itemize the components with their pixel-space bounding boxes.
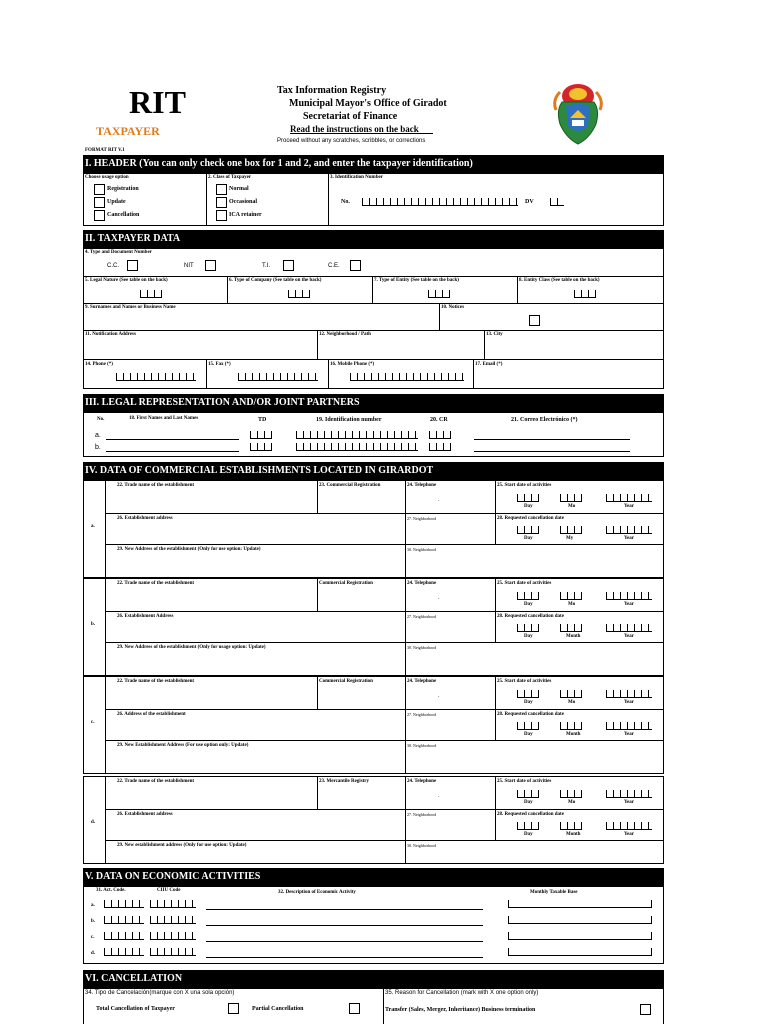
cancellation-date-label: 28. Requested cancellation date	[497, 614, 564, 619]
partner-b-td-input[interactable]	[250, 443, 272, 451]
day-label: Day	[524, 832, 533, 837]
telephone-label: 24. Telephone	[407, 483, 437, 488]
section-4-title: IV. DATA OF COMMERCIAL ESTABLISHMENTS LOCATED IN GIRARDOT	[83, 462, 664, 480]
partial-cancellation-label: Partial Cancellation	[252, 1006, 304, 1012]
day-label: Day	[524, 700, 533, 705]
ciiu-code-header: CIIU Code	[157, 888, 181, 893]
month-label: Mo	[568, 504, 576, 509]
ciiu-code-input[interactable]	[150, 916, 196, 924]
neighborhood-label: 27. Neighborhood	[407, 712, 437, 717]
telephone-label: 24. Telephone	[407, 679, 437, 684]
no-column-header: No.	[97, 417, 105, 422]
activity-description-input[interactable]	[206, 909, 483, 910]
cancel-month-input[interactable]	[560, 722, 582, 730]
no-scratches-note: Proceed without any scratches, scribbles, or corrections	[277, 138, 426, 144]
activity-row-label: c.	[91, 935, 95, 940]
cr-column-header: 20. CR	[430, 417, 448, 423]
month-label: Mo	[568, 602, 576, 607]
entity-class-input[interactable]	[574, 290, 596, 298]
partner-b-name-input[interactable]	[106, 451, 239, 452]
day-label: Day	[524, 634, 533, 639]
establishment-address-label: 26. Establishment Address	[117, 614, 174, 619]
fax-label: 15. Fax (*)	[208, 362, 231, 367]
occasional-label: Occasional	[229, 199, 257, 205]
td-column-header: TD	[258, 417, 267, 423]
day-label: Day	[524, 800, 533, 805]
cancel-month-input[interactable]	[560, 624, 582, 632]
start-year-input[interactable]	[606, 690, 652, 698]
section-1-title: I. HEADER (You can only check one box for 1 and 2, and enter the taxpayer identification)	[83, 155, 664, 173]
registration-label: 23. Commercial Registration	[319, 483, 381, 488]
class-taxpayer-label: 2. Class of Taxpayer	[208, 175, 252, 180]
trade-name-label: 22. Trade name of the establishment	[117, 779, 195, 784]
ciiu-code-input[interactable]	[150, 900, 196, 908]
new-address-label: 29. New Establishment Address (For use option only: Update)	[117, 743, 249, 748]
description-header: 32. Description of Economic Activity	[278, 890, 356, 895]
notices-checkbox[interactable]	[529, 315, 540, 326]
month-label: Mo	[568, 700, 576, 705]
cancel-day-input[interactable]	[517, 722, 539, 730]
cancel-day-input[interactable]	[517, 624, 539, 632]
names-column-header: 18. First Names and Last Names	[129, 416, 199, 421]
ica-retainer-checkbox[interactable]	[216, 210, 227, 221]
year-label: Year	[624, 800, 634, 805]
id-number-input[interactable]	[362, 198, 518, 206]
instructions-note: Read the instructions on the back	[290, 124, 419, 134]
new-address-label: 29. New establishment address (Only for use option: Update)	[117, 843, 247, 848]
start-day-input[interactable]	[517, 494, 539, 502]
city-label: 13. City	[486, 332, 503, 337]
day-label: Day	[524, 732, 533, 737]
cc-label: C.C.	[107, 263, 119, 269]
month-label: Month	[566, 732, 581, 737]
transfer-label: Transfer (Sales, Merger, Inheritance) Business termination	[385, 1007, 536, 1013]
entity-type-input[interactable]	[428, 290, 450, 298]
cancellation-type-label: 34. Tipo de Cancelación(marque con X una sola opción)	[85, 990, 235, 996]
occasional-checkbox[interactable]	[216, 197, 227, 208]
month-label: My	[566, 536, 574, 541]
cancel-day-input[interactable]	[517, 526, 539, 534]
trade-name-label: 22. Trade name of the establishment	[117, 483, 195, 488]
establishment-address-label: 26. Establishment address	[117, 812, 173, 817]
telephone-label: 24. Telephone	[407, 581, 437, 586]
start-month-input[interactable]	[560, 494, 582, 502]
legal-nature-label: 5. Legal Nature (See table on the back)	[85, 278, 168, 283]
year-label: Year	[624, 700, 634, 705]
start-date-label: 25. Start date of activities	[497, 483, 552, 488]
new-neighborhood-label: 30. Neighborhood	[407, 547, 437, 552]
taxable-base-input[interactable]	[508, 948, 652, 956]
ce-checkbox[interactable]	[350, 260, 361, 271]
registration-label: Commercial Registration	[319, 679, 373, 684]
start-date-label: 25. Start date of activities	[497, 779, 552, 784]
cancel-month-input[interactable]	[560, 526, 582, 534]
trade-name-label: 22. Trade name of the establishment	[117, 581, 195, 586]
partner-row-a-label: a.	[95, 432, 101, 439]
cancel-year-input[interactable]	[606, 722, 652, 730]
dv-label: DV	[525, 199, 534, 205]
establishment-letter: c.	[91, 720, 95, 725]
partner-a-id-input[interactable]	[296, 431, 418, 439]
mobile-label: 16. Mobile Phone (*)	[330, 362, 375, 367]
cancel-year-input[interactable]	[606, 526, 652, 534]
rit-title: RIT	[129, 84, 186, 120]
month-label: Month	[566, 634, 581, 639]
ti-checkbox[interactable]	[283, 260, 294, 271]
new-neighborhood-label: 30. Neighborhood	[407, 645, 437, 650]
address-label: 11. Notification Address	[85, 332, 136, 337]
idnum-column-header: 19. Identification number	[316, 417, 382, 423]
establishment-letter: b.	[91, 622, 96, 627]
email-label: 17. Email (*)	[475, 362, 503, 367]
normal-label: Normal	[229, 186, 249, 192]
establishment-address-label: 26. Establishment address	[117, 516, 173, 521]
activity-row-label: a.	[91, 903, 95, 908]
partner-a-cr-input[interactable]	[429, 431, 451, 439]
doc-type-label: 4. Type and Document Number	[85, 250, 152, 255]
start-day-input[interactable]	[517, 790, 539, 798]
activity-row-label: b.	[91, 919, 96, 924]
partner-a-email-input[interactable]	[474, 439, 630, 440]
neighborhood-label: 27. Neighborhood	[407, 614, 437, 619]
year-label: Year	[624, 602, 634, 607]
act-code-input[interactable]	[104, 948, 144, 956]
transfer-checkbox[interactable]	[640, 1004, 651, 1015]
registration-label: Registration	[107, 186, 139, 192]
cancel-year-input[interactable]	[606, 624, 652, 632]
cancellation-date-label: 28. Requested cancellation date	[497, 516, 564, 521]
partner-b-id-input[interactable]	[296, 443, 418, 451]
start-day-input[interactable]	[517, 592, 539, 600]
start-month-input[interactable]	[560, 790, 582, 798]
activity-row-label: d.	[91, 951, 96, 956]
day-label: Day	[524, 536, 533, 541]
new-neighborhood-label: 30. Neighborhood	[407, 843, 437, 848]
act-code-input[interactable]	[104, 900, 144, 908]
day-label: Day	[524, 602, 533, 607]
coat-of-arms-logo	[552, 80, 604, 148]
section-5-title: V. DATA ON ECONOMIC ACTIVITIES	[83, 868, 664, 886]
partner-a-td-input[interactable]	[250, 431, 272, 439]
mobile-input[interactable]	[350, 373, 464, 381]
usage-option-label: Choose usage option	[85, 175, 129, 180]
start-month-input[interactable]	[560, 690, 582, 698]
company-type-label: 6. Type of Company (See table on the back)	[229, 278, 322, 283]
section-3-title: III. LEGAL REPRESENTATION AND/OR JOINT PARTNERS	[83, 394, 664, 412]
company-type-input[interactable]	[288, 290, 310, 298]
year-label: Year	[624, 634, 634, 639]
taxpayer-label: TAXPAYER	[96, 124, 160, 138]
cancel-year-input[interactable]	[606, 822, 652, 830]
normal-checkbox[interactable]	[216, 184, 227, 195]
year-label: Year	[624, 732, 634, 737]
registration-label: Commercial Registration	[319, 581, 373, 586]
partial-cancellation-checkbox[interactable]	[349, 1003, 360, 1014]
partner-row-b-label: b.	[95, 444, 101, 451]
dv-input[interactable]	[550, 198, 564, 206]
registry-title: Tax Information Registry	[277, 85, 387, 96]
partner-a-name-input[interactable]	[106, 439, 239, 440]
cancellation-label: Cancellation	[107, 212, 140, 218]
entity-type-label: 7. Type of Entity (See table on the back)	[374, 278, 459, 283]
establishment-letter: d.	[91, 820, 96, 825]
total-cancellation-label: Total Cancellation of Taxpayer	[96, 1006, 175, 1012]
update-checkbox[interactable]	[94, 197, 105, 208]
act-code-input[interactable]	[104, 916, 144, 924]
nit-checkbox[interactable]	[205, 260, 216, 271]
partner-b-email-input[interactable]	[474, 451, 630, 452]
cc-checkbox[interactable]	[127, 260, 138, 271]
cancellation-reason-label: 35. Reason for Cancellation (mark with X one option only)	[385, 990, 539, 996]
neighborhood-label: 27. Neighborhood	[407, 516, 437, 521]
start-year-input[interactable]	[606, 494, 652, 502]
neighborhood-label: 27. Neighborhood	[407, 812, 437, 817]
update-label: Update	[107, 199, 126, 205]
establishment-address-label: 26. Address of the establishment	[117, 712, 186, 717]
ciiu-code-input[interactable]	[150, 948, 196, 956]
section-6-title: VI. CANCELLATION	[83, 970, 664, 988]
ciiu-code-input[interactable]	[150, 932, 196, 940]
activity-description-input[interactable]	[206, 925, 483, 926]
month-label: Mo	[568, 800, 576, 805]
trade-name-label: 22. Trade name of the establishment	[117, 679, 195, 684]
cancel-day-input[interactable]	[517, 822, 539, 830]
cancel-month-input[interactable]	[560, 822, 582, 830]
start-date-label: 25. Start date of activities	[497, 679, 552, 684]
activity-description-input[interactable]	[206, 941, 483, 942]
new-neighborhood-label: 30. Neighborhood	[407, 743, 437, 748]
fax-input[interactable]	[238, 373, 318, 381]
cancellation-date-label: 28. Requested cancellation date	[497, 712, 564, 717]
telephone-label: 24. Telephone	[407, 779, 437, 784]
taxable-base-header: Monthly Taxable Base	[530, 890, 578, 895]
mayor-office: Municipal Mayor's Office of Giradot	[289, 98, 447, 109]
ce-label: C.E.	[328, 263, 340, 269]
registration-checkbox[interactable]	[94, 184, 105, 195]
nit-label: NIT	[184, 263, 194, 269]
phone-label: 14. Phone (*)	[85, 362, 113, 367]
day-label: Day	[524, 504, 533, 509]
id-number-label: 3. Identification Number	[330, 175, 383, 180]
start-year-input[interactable]	[606, 790, 652, 798]
cancellation-date-label: 28. Requested cancellation date	[497, 812, 564, 817]
ica-retainer-label: ICA retainer	[229, 212, 262, 218]
new-address-label: 29. New Address of the establishment (Only for usage option: Update)	[117, 645, 266, 650]
start-date-label: 25. Start date of activities	[497, 581, 552, 586]
partner-b-cr-input[interactable]	[429, 443, 451, 451]
cancellation-checkbox[interactable]	[94, 210, 105, 221]
surnames-label: 9. Surnames and Names or Business Name	[85, 305, 176, 310]
ti-label: T.I.	[262, 263, 271, 269]
act-code-header: 31. Act. Code.	[96, 888, 126, 893]
neighborhood-label: 12. Neighborhood / Path	[319, 332, 371, 337]
secretariat: Secretariat of Finance	[303, 111, 398, 122]
start-day-input[interactable]	[517, 690, 539, 698]
start-year-input[interactable]	[606, 592, 652, 600]
act-code-input[interactable]	[104, 932, 144, 940]
legal-nature-input[interactable]	[140, 290, 162, 298]
notices-label: 10. Notices	[441, 305, 465, 310]
entity-class-label: 8. Entity Class (See table on the back)	[519, 278, 600, 283]
activity-description-input[interactable]	[206, 957, 483, 958]
establishment-letter: a.	[91, 524, 95, 529]
phone-input[interactable]	[116, 373, 196, 381]
format-label: FORMAT RIT V.1	[85, 148, 125, 153]
year-label: Year	[624, 832, 634, 837]
section-2-title: II. TAXPAYER DATA	[83, 230, 664, 248]
taxable-base-input[interactable]	[508, 900, 652, 908]
year-label: Year	[624, 504, 634, 509]
start-month-input[interactable]	[560, 592, 582, 600]
total-cancellation-checkbox[interactable]	[228, 1003, 239, 1014]
taxable-base-input[interactable]	[508, 916, 652, 924]
no-label: No.	[341, 199, 350, 205]
year-label: Year	[624, 536, 634, 541]
taxable-base-input[interactable]	[508, 932, 652, 940]
registration-label: 23. Mercantile Registry	[319, 779, 370, 784]
new-address-label: 29. New Address of the establishment (Only for use option: Update)	[117, 547, 261, 552]
month-label: Month	[566, 832, 581, 837]
email-column-header: 21. Correo Electrónico (*)	[511, 417, 578, 423]
